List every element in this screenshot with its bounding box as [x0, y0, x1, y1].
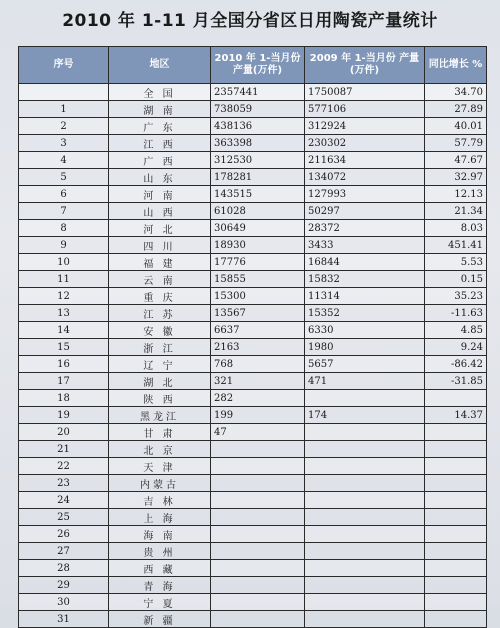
row-2010-output: 15855 — [211, 271, 305, 288]
row-region: 广 东 — [109, 118, 211, 135]
row-2010-output: 312530 — [211, 152, 305, 169]
table-row — [19, 322, 487, 339]
row-region: 辽 宁 — [109, 356, 211, 373]
row-growth — [425, 577, 487, 594]
row-2009-output: 50297 — [305, 203, 425, 220]
row-2009-output — [305, 475, 425, 492]
row-index: 1 — [19, 101, 109, 118]
row-2010-output — [211, 577, 305, 594]
row-2010-output: 2163 — [211, 339, 305, 356]
row-region: 山 东 — [109, 169, 211, 186]
row-region: 吉 林 — [109, 492, 211, 509]
row-region: 西 藏 — [109, 560, 211, 577]
row-region: 安 徽 — [109, 322, 211, 339]
table-row — [19, 611, 487, 628]
row-growth — [425, 509, 487, 526]
header-2009-output: 2009 年 1-当月份 产量(万件) — [305, 47, 425, 84]
row-index: 9 — [19, 237, 109, 254]
row-index: 6 — [19, 186, 109, 203]
row-2010-output: 143515 — [211, 186, 305, 203]
row-2010-output — [211, 611, 305, 628]
table-row — [19, 509, 487, 526]
row-growth: 9.24 — [425, 339, 487, 356]
row-region: 河 北 — [109, 220, 211, 237]
row-growth: -11.63 — [425, 305, 487, 322]
row-index: 3 — [19, 135, 109, 152]
row-index: 22 — [19, 458, 109, 475]
row-2009-output: 1750087 — [305, 84, 425, 101]
row-2010-output — [211, 526, 305, 543]
row-2010-output — [211, 458, 305, 475]
row-growth — [425, 492, 487, 509]
row-2010-output — [211, 509, 305, 526]
row-index: 29 — [19, 577, 109, 594]
row-2010-output: 363398 — [211, 135, 305, 152]
row-index: 18 — [19, 390, 109, 407]
row-index — [19, 84, 109, 101]
row-2010-output: 18930 — [211, 237, 305, 254]
row-2010-output — [211, 475, 305, 492]
header-2010-output: 2010 年 1-当月份 产量(万件) — [211, 47, 305, 84]
row-index: 2 — [19, 118, 109, 135]
row-region: 广 西 — [109, 152, 211, 169]
row-index: 12 — [19, 288, 109, 305]
row-index: 14 — [19, 322, 109, 339]
row-index: 13 — [19, 305, 109, 322]
row-2010-output: 61028 — [211, 203, 305, 220]
row-2010-output — [211, 560, 305, 577]
row-2009-output: 15832 — [305, 271, 425, 288]
row-index: 20 — [19, 424, 109, 441]
row-region: 云 南 — [109, 271, 211, 288]
header-region: 地区 — [109, 47, 211, 84]
table-row — [19, 305, 487, 322]
row-growth — [425, 390, 487, 407]
row-growth: 12.13 — [425, 186, 487, 203]
row-index: 16 — [19, 356, 109, 373]
row-growth: 40.01 — [425, 118, 487, 135]
row-growth: 14.37 — [425, 407, 487, 424]
table-row — [19, 152, 487, 169]
row-2010-output: 17776 — [211, 254, 305, 271]
row-2009-output: 471 — [305, 373, 425, 390]
row-region: 重 庆 — [109, 288, 211, 305]
row-2009-output — [305, 611, 425, 628]
row-2009-output — [305, 526, 425, 543]
table-row — [19, 220, 487, 237]
table-row — [19, 84, 487, 101]
row-index: 4 — [19, 152, 109, 169]
row-region: 内蒙古 — [109, 475, 211, 492]
row-2009-output — [305, 492, 425, 509]
row-region: 江 西 — [109, 135, 211, 152]
row-index: 21 — [19, 441, 109, 458]
row-2009-output — [305, 594, 425, 611]
row-index: 19 — [19, 407, 109, 424]
row-region: 陕 西 — [109, 390, 211, 407]
row-2009-output: 5657 — [305, 356, 425, 373]
row-2009-output: 1980 — [305, 339, 425, 356]
table-row — [19, 577, 487, 594]
row-growth: 21.34 — [425, 203, 487, 220]
row-2009-output — [305, 441, 425, 458]
row-region: 宁 夏 — [109, 594, 211, 611]
table-row — [19, 492, 487, 509]
table-row — [19, 373, 487, 390]
table-row — [19, 424, 487, 441]
row-region: 湖 南 — [109, 101, 211, 118]
row-2009-output: 28372 — [305, 220, 425, 237]
table-row — [19, 560, 487, 577]
row-index: 24 — [19, 492, 109, 509]
table-row — [19, 271, 487, 288]
row-growth: 5.53 — [425, 254, 487, 271]
row-2010-output — [211, 543, 305, 560]
production-table — [18, 46, 487, 628]
page-title: 2010 年 1-11 月全国分省区日用陶瓷产量统计 — [62, 11, 438, 31]
row-region: 江 苏 — [109, 305, 211, 322]
row-region: 福 建 — [109, 254, 211, 271]
table-row — [19, 475, 487, 492]
row-2010-output: 738059 — [211, 101, 305, 118]
row-index: 10 — [19, 254, 109, 271]
row-2009-output: 16844 — [305, 254, 425, 271]
row-growth — [425, 441, 487, 458]
table-row — [19, 526, 487, 543]
row-region: 海 南 — [109, 526, 211, 543]
row-2009-output — [305, 509, 425, 526]
row-2010-output: 6637 — [211, 322, 305, 339]
row-index: 5 — [19, 169, 109, 186]
row-index: 26 — [19, 526, 109, 543]
table-row — [19, 288, 487, 305]
row-index: 25 — [19, 509, 109, 526]
row-region: 浙 江 — [109, 339, 211, 356]
row-2010-output — [211, 441, 305, 458]
table-row — [19, 441, 487, 458]
row-2009-output: 127993 — [305, 186, 425, 203]
row-2010-output: 178281 — [211, 169, 305, 186]
row-2009-output — [305, 560, 425, 577]
row-2009-output: 230302 — [305, 135, 425, 152]
row-growth: 34.70 — [425, 84, 487, 101]
row-growth: 35.23 — [425, 288, 487, 305]
row-growth: 0.15 — [425, 271, 487, 288]
table-row — [19, 169, 487, 186]
row-growth: 47.67 — [425, 152, 487, 169]
row-2009-output: 6330 — [305, 322, 425, 339]
row-index: 28 — [19, 560, 109, 577]
row-2010-output: 13567 — [211, 305, 305, 322]
row-index: 31 — [19, 611, 109, 628]
row-2009-output — [305, 458, 425, 475]
row-2009-output: 211634 — [305, 152, 425, 169]
row-2009-output: 15352 — [305, 305, 425, 322]
row-2010-output: 199 — [211, 407, 305, 424]
row-growth: -31.85 — [425, 373, 487, 390]
row-region: 河 南 — [109, 186, 211, 203]
table-row — [19, 203, 487, 220]
row-2010-output: 438136 — [211, 118, 305, 135]
table-row — [19, 339, 487, 356]
row-growth — [425, 560, 487, 577]
table-row — [19, 458, 487, 475]
row-growth — [425, 475, 487, 492]
row-growth: 32.97 — [425, 169, 487, 186]
row-growth — [425, 526, 487, 543]
table-row — [19, 356, 487, 373]
table-row — [19, 543, 487, 560]
table-row — [19, 186, 487, 203]
row-2009-output: 174 — [305, 407, 425, 424]
row-index: 17 — [19, 373, 109, 390]
row-2010-output: 768 — [211, 356, 305, 373]
row-2010-output: 47 — [211, 424, 305, 441]
row-2009-output — [305, 390, 425, 407]
header-growth: 同比增长 % — [425, 47, 487, 84]
row-region: 黑龙江 — [109, 407, 211, 424]
row-2009-output — [305, 577, 425, 594]
row-2010-output — [211, 492, 305, 509]
row-growth — [425, 458, 487, 475]
row-growth: 4.85 — [425, 322, 487, 339]
row-region: 贵 州 — [109, 543, 211, 560]
row-growth: 8.03 — [425, 220, 487, 237]
row-growth: 27.89 — [425, 101, 487, 118]
row-region: 新 疆 — [109, 611, 211, 628]
row-index: 30 — [19, 594, 109, 611]
row-2009-output: 134072 — [305, 169, 425, 186]
row-region: 全 国 — [109, 84, 211, 101]
row-2010-output: 2357441 — [211, 84, 305, 101]
table-body — [19, 84, 487, 628]
row-2010-output: 282 — [211, 390, 305, 407]
row-2009-output: 312924 — [305, 118, 425, 135]
row-2009-output — [305, 424, 425, 441]
row-index: 15 — [19, 339, 109, 356]
row-region: 山 西 — [109, 203, 211, 220]
row-index: 7 — [19, 203, 109, 220]
row-2010-output: 15300 — [211, 288, 305, 305]
row-growth — [425, 424, 487, 441]
table-row — [19, 407, 487, 424]
row-index: 27 — [19, 543, 109, 560]
table-row — [19, 118, 487, 135]
header-index: 序号 — [19, 47, 109, 84]
row-2009-output: 577106 — [305, 101, 425, 118]
row-growth: -86.42 — [425, 356, 487, 373]
row-growth: 57.79 — [425, 135, 487, 152]
table-row — [19, 390, 487, 407]
row-region: 四 川 — [109, 237, 211, 254]
row-2009-output — [305, 543, 425, 560]
row-region: 青 海 — [109, 577, 211, 594]
row-2010-output: 30649 — [211, 220, 305, 237]
row-growth — [425, 611, 487, 628]
table-row — [19, 135, 487, 152]
row-growth — [425, 543, 487, 560]
table-row — [19, 101, 487, 118]
table-row — [19, 254, 487, 271]
row-region: 湖 北 — [109, 373, 211, 390]
row-index: 23 — [19, 475, 109, 492]
row-index: 11 — [19, 271, 109, 288]
row-growth — [425, 594, 487, 611]
row-growth: 451.41 — [425, 237, 487, 254]
row-2010-output: 321 — [211, 373, 305, 390]
row-2009-output: 11314 — [305, 288, 425, 305]
row-region: 天 津 — [109, 458, 211, 475]
table-header-row — [19, 47, 487, 84]
row-index: 8 — [19, 220, 109, 237]
table-row — [19, 237, 487, 254]
row-2010-output — [211, 594, 305, 611]
row-region: 甘 肃 — [109, 424, 211, 441]
row-2009-output: 3433 — [305, 237, 425, 254]
row-region: 北 京 — [109, 441, 211, 458]
table-row — [19, 594, 487, 611]
row-region: 上 海 — [109, 509, 211, 526]
